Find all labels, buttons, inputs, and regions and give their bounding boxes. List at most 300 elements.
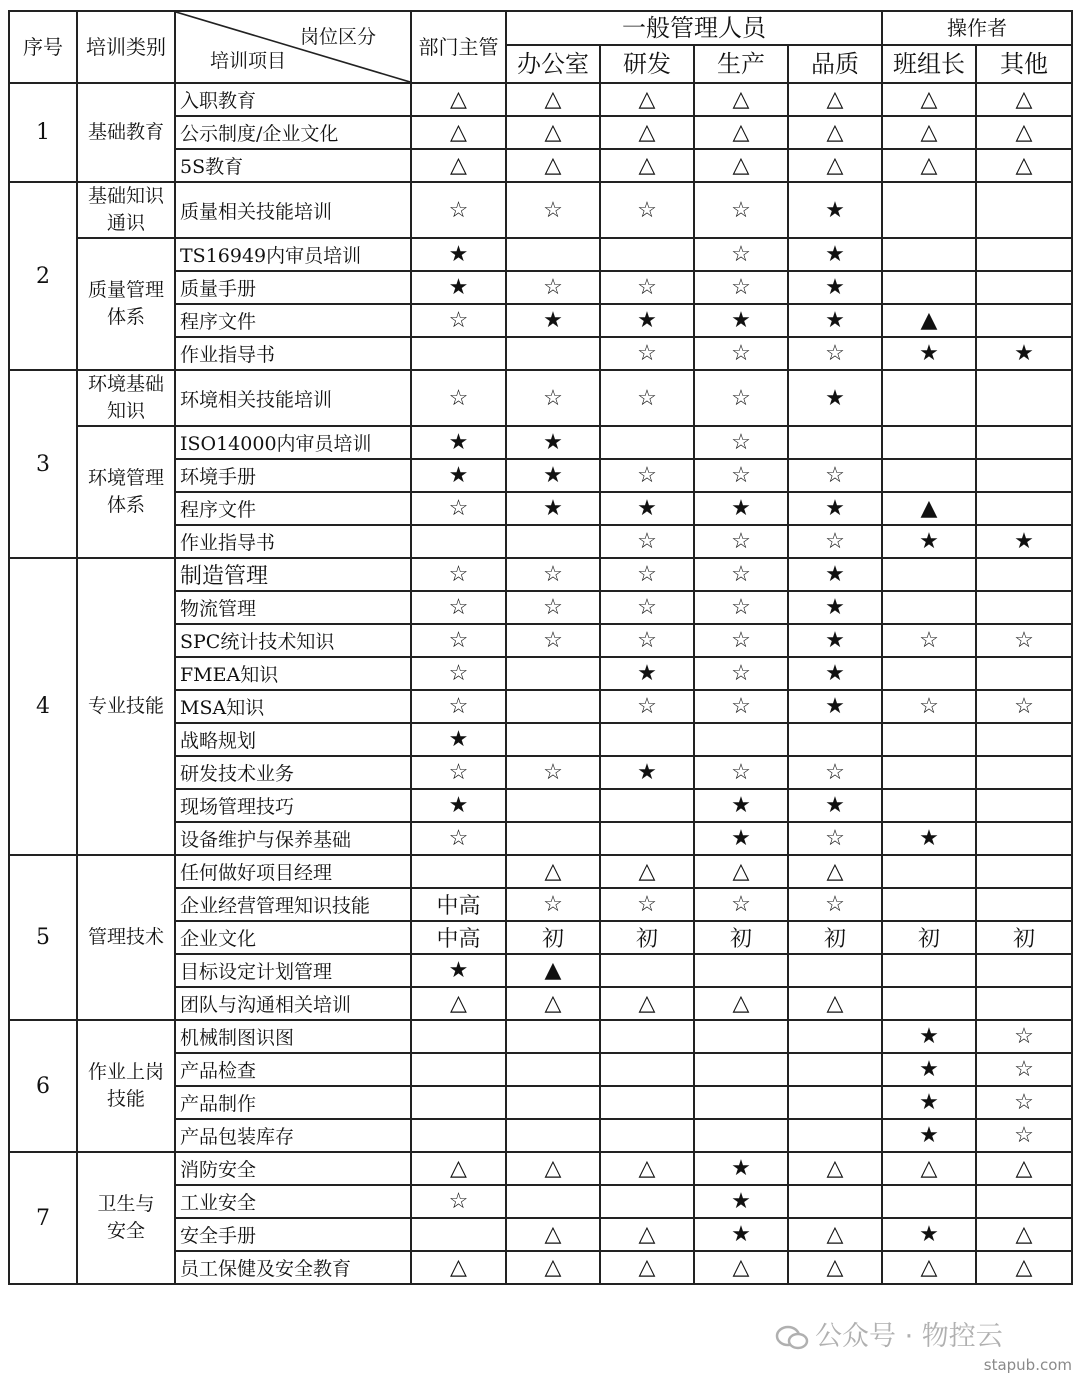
mark-cell xyxy=(976,789,1072,822)
mark-cell: △ xyxy=(694,149,788,182)
mark-cell xyxy=(600,1119,694,1152)
mark-cell xyxy=(976,756,1072,789)
category-cell: 环境管理 体系 xyxy=(77,426,175,558)
mark-cell xyxy=(788,1119,882,1152)
mark-cell: ★ xyxy=(788,690,882,723)
training-item: 作业指导书 xyxy=(175,337,411,370)
training-item: 任何做好项目经理 xyxy=(175,855,411,888)
mark-cell: ☆ xyxy=(976,1053,1072,1086)
mark-cell xyxy=(976,182,1072,238)
mark-cell: ★ xyxy=(788,789,882,822)
mark-cell: ★ xyxy=(506,426,600,459)
mark-cell: △ xyxy=(411,1251,506,1284)
mark-cell: 初 xyxy=(506,921,600,954)
mark-cell: ☆ xyxy=(506,558,600,591)
mark-cell: ★ xyxy=(882,1020,976,1053)
table-row xyxy=(9,238,1072,271)
mark-cell xyxy=(882,855,976,888)
section-index: 4 xyxy=(9,558,77,855)
mark-cell xyxy=(976,987,1072,1020)
header-diagonal-cell xyxy=(175,11,411,83)
mark-cell: ☆ xyxy=(506,756,600,789)
mark-cell: △ xyxy=(600,987,694,1020)
mark-cell xyxy=(976,370,1072,426)
mark-cell: ★ xyxy=(882,1086,976,1119)
mark-cell xyxy=(976,558,1072,591)
mark-cell: △ xyxy=(788,116,882,149)
mark-cell xyxy=(600,1086,694,1119)
mark-cell: ★ xyxy=(411,459,506,492)
section-index: 3 xyxy=(9,370,77,558)
mark-cell: ☆ xyxy=(600,558,694,591)
table-row xyxy=(9,1152,1072,1185)
mark-cell xyxy=(882,888,976,921)
mark-cell: ☆ xyxy=(788,888,882,921)
mark-cell: ☆ xyxy=(694,657,788,690)
category-cell: 质量管理 体系 xyxy=(77,238,175,370)
mark-cell: △ xyxy=(506,987,600,1020)
source-label: stapub.com xyxy=(983,1356,1072,1374)
mark-cell: ☆ xyxy=(694,591,788,624)
mark-cell: ☆ xyxy=(788,337,882,370)
mark-cell xyxy=(882,723,976,756)
training-item: 产品检查 xyxy=(175,1053,411,1086)
mark-cell xyxy=(506,1053,600,1086)
mark-cell xyxy=(506,525,600,558)
mark-cell: △ xyxy=(976,116,1072,149)
mark-cell xyxy=(788,1086,882,1119)
mark-cell: ☆ xyxy=(976,690,1072,723)
training-item: MSA知识 xyxy=(175,690,411,723)
category-cell: 基础知识 通识 xyxy=(77,182,175,238)
mark-cell: △ xyxy=(506,855,600,888)
mark-cell: ☆ xyxy=(788,756,882,789)
mark-cell: ☆ xyxy=(694,888,788,921)
mark-cell: ★ xyxy=(694,789,788,822)
mark-cell: ★ xyxy=(506,459,600,492)
mark-cell: ☆ xyxy=(411,182,506,238)
mark-cell: ☆ xyxy=(600,459,694,492)
training-item: 工业安全 xyxy=(175,1185,411,1218)
mark-cell: ★ xyxy=(882,822,976,855)
mark-cell xyxy=(600,723,694,756)
section-index: 5 xyxy=(9,855,77,1020)
header-role-team-leader: 班组长 xyxy=(882,45,976,83)
mark-cell xyxy=(694,1086,788,1119)
mark-cell xyxy=(976,657,1072,690)
mark-cell xyxy=(600,954,694,987)
mark-cell xyxy=(976,954,1072,987)
mark-cell xyxy=(976,271,1072,304)
mark-cell: ☆ xyxy=(506,271,600,304)
mark-cell xyxy=(788,723,882,756)
mark-cell: ★ xyxy=(788,182,882,238)
training-item: 环境相关技能培训 xyxy=(175,370,411,426)
mark-cell xyxy=(882,789,976,822)
mark-cell: ☆ xyxy=(694,624,788,657)
mark-cell: ☆ xyxy=(600,337,694,370)
mark-cell: ★ xyxy=(600,492,694,525)
mark-cell xyxy=(882,1185,976,1218)
mark-cell xyxy=(411,337,506,370)
training-item: TS16949内审员培训 xyxy=(175,238,411,271)
mark-cell: △ xyxy=(976,1251,1072,1284)
mark-cell xyxy=(694,954,788,987)
mark-cell xyxy=(882,591,976,624)
mark-cell: ☆ xyxy=(694,558,788,591)
training-item: 产品制作 xyxy=(175,1086,411,1119)
mark-cell: ★ xyxy=(506,304,600,337)
mark-cell: ☆ xyxy=(506,624,600,657)
training-item: 质量手册 xyxy=(175,271,411,304)
mark-cell: △ xyxy=(600,116,694,149)
mark-cell xyxy=(788,426,882,459)
mark-cell: ☆ xyxy=(976,1119,1072,1152)
header-operator: 操作者 xyxy=(882,11,1072,45)
mark-cell xyxy=(882,987,976,1020)
mark-cell xyxy=(600,1053,694,1086)
table-row xyxy=(9,558,1072,591)
mark-cell: ★ xyxy=(694,822,788,855)
mark-cell: △ xyxy=(694,855,788,888)
mark-cell: ★ xyxy=(600,756,694,789)
header-index: 序号 xyxy=(9,11,77,83)
mark-cell: △ xyxy=(694,83,788,116)
training-item: 目标设定计划管理 xyxy=(175,954,411,987)
header-role-office: 办公室 xyxy=(506,45,600,83)
mark-cell: ★ xyxy=(694,1152,788,1185)
mark-cell: 初 xyxy=(882,921,976,954)
mark-cell xyxy=(694,1119,788,1152)
mark-cell: ☆ xyxy=(411,624,506,657)
mark-cell: ☆ xyxy=(694,426,788,459)
mark-cell: ★ xyxy=(788,591,882,624)
mark-cell: △ xyxy=(411,987,506,1020)
mark-cell: △ xyxy=(976,83,1072,116)
mark-cell: △ xyxy=(788,83,882,116)
mark-cell: ★ xyxy=(882,337,976,370)
mark-cell: ★ xyxy=(788,271,882,304)
mark-cell: △ xyxy=(694,116,788,149)
mark-cell xyxy=(976,591,1072,624)
mark-cell: ☆ xyxy=(411,690,506,723)
mark-cell xyxy=(882,756,976,789)
mark-cell: 中高 xyxy=(411,888,506,921)
mark-cell xyxy=(411,1053,506,1086)
mark-cell: △ xyxy=(600,149,694,182)
mark-cell xyxy=(976,492,1072,525)
category-cell: 环境基础 知识 xyxy=(77,370,175,426)
mark-cell xyxy=(788,1020,882,1053)
mark-cell xyxy=(506,822,600,855)
mark-cell: ★ xyxy=(411,238,506,271)
mark-cell xyxy=(411,525,506,558)
mark-cell xyxy=(694,723,788,756)
mark-cell xyxy=(506,1185,600,1218)
mark-cell: ☆ xyxy=(411,492,506,525)
mark-cell xyxy=(600,1185,694,1218)
mark-cell: △ xyxy=(411,83,506,116)
mark-cell: ☆ xyxy=(600,690,694,723)
category-cell: 管理技术 xyxy=(77,855,175,1020)
mark-cell: ☆ xyxy=(600,888,694,921)
mark-cell: ☆ xyxy=(411,591,506,624)
mark-cell xyxy=(600,1020,694,1053)
mark-cell: ☆ xyxy=(411,657,506,690)
mark-cell: △ xyxy=(882,83,976,116)
training-item: 现场管理技巧 xyxy=(175,789,411,822)
mark-cell: △ xyxy=(600,83,694,116)
mark-cell: ★ xyxy=(411,271,506,304)
training-item: 研发技术业务 xyxy=(175,756,411,789)
mark-cell xyxy=(411,1218,506,1251)
mark-cell: △ xyxy=(882,1251,976,1284)
mark-cell xyxy=(882,370,976,426)
mark-cell: ☆ xyxy=(411,370,506,426)
mark-cell xyxy=(976,1185,1072,1218)
mark-cell: ★ xyxy=(976,525,1072,558)
mark-cell xyxy=(506,690,600,723)
category-cell: 卫生与 安全 xyxy=(77,1152,175,1284)
mark-cell: ☆ xyxy=(600,370,694,426)
mark-cell: △ xyxy=(694,1251,788,1284)
section-index: 6 xyxy=(9,1020,77,1152)
mark-cell xyxy=(976,459,1072,492)
mark-cell xyxy=(694,1053,788,1086)
mark-cell: △ xyxy=(506,149,600,182)
mark-cell: ☆ xyxy=(411,756,506,789)
mark-cell: ▲ xyxy=(506,954,600,987)
mark-cell xyxy=(976,855,1072,888)
mark-cell xyxy=(411,1086,506,1119)
table-body xyxy=(9,83,1072,1284)
training-item: 团队与沟通相关培训 xyxy=(175,987,411,1020)
mark-cell: △ xyxy=(506,116,600,149)
mark-cell: ★ xyxy=(788,492,882,525)
mark-cell: ☆ xyxy=(694,182,788,238)
mark-cell: ★ xyxy=(882,1119,976,1152)
mark-cell xyxy=(694,1020,788,1053)
mark-cell xyxy=(411,855,506,888)
training-item: 员工保健及安全教育 xyxy=(175,1251,411,1284)
mark-cell xyxy=(788,954,882,987)
mark-cell xyxy=(411,1119,506,1152)
mark-cell: ▲ xyxy=(882,492,976,525)
mark-cell xyxy=(788,1185,882,1218)
training-item: 企业文化 xyxy=(175,921,411,954)
mark-cell xyxy=(882,459,976,492)
mark-cell: △ xyxy=(600,1152,694,1185)
training-item: 程序文件 xyxy=(175,304,411,337)
mark-cell: ★ xyxy=(694,1185,788,1218)
training-item: 质量相关技能培训 xyxy=(175,182,411,238)
mark-cell: ★ xyxy=(788,304,882,337)
mark-cell: △ xyxy=(411,149,506,182)
mark-cell: ☆ xyxy=(694,756,788,789)
mark-cell: ☆ xyxy=(600,271,694,304)
table-row xyxy=(9,855,1072,888)
mark-cell xyxy=(882,182,976,238)
training-item: 入职教育 xyxy=(175,83,411,116)
mark-cell: ▲ xyxy=(882,304,976,337)
table-row xyxy=(9,83,1072,116)
mark-cell: ★ xyxy=(788,624,882,657)
mark-cell xyxy=(882,657,976,690)
mark-cell: ☆ xyxy=(506,370,600,426)
mark-cell xyxy=(976,304,1072,337)
mark-cell: △ xyxy=(882,1152,976,1185)
mark-cell xyxy=(882,426,976,459)
mark-cell: △ xyxy=(694,987,788,1020)
mark-cell xyxy=(882,238,976,271)
mark-cell xyxy=(976,426,1072,459)
mark-cell xyxy=(506,789,600,822)
table-row xyxy=(9,426,1072,459)
mark-cell: ★ xyxy=(506,492,600,525)
mark-cell: △ xyxy=(976,1218,1072,1251)
table-row xyxy=(9,370,1072,426)
mark-cell xyxy=(976,723,1072,756)
mark-cell: ☆ xyxy=(788,459,882,492)
mark-cell xyxy=(976,888,1072,921)
mark-cell: △ xyxy=(788,987,882,1020)
mark-cell: △ xyxy=(788,1251,882,1284)
mark-cell: ★ xyxy=(882,1218,976,1251)
training-item: 产品包装库存 xyxy=(175,1119,411,1152)
mark-cell xyxy=(882,271,976,304)
mark-cell: 中高 xyxy=(411,921,506,954)
training-item: 物流管理 xyxy=(175,591,411,624)
mark-cell: ☆ xyxy=(411,558,506,591)
mark-cell: ★ xyxy=(411,723,506,756)
mark-cell: ★ xyxy=(411,954,506,987)
mark-cell xyxy=(506,1119,600,1152)
category-cell: 作业上岗 技能 xyxy=(77,1020,175,1152)
mark-cell xyxy=(600,238,694,271)
mark-cell xyxy=(882,558,976,591)
mark-cell xyxy=(506,723,600,756)
mark-cell: 初 xyxy=(694,921,788,954)
training-item: 设备维护与保养基础 xyxy=(175,822,411,855)
mark-cell: △ xyxy=(506,83,600,116)
mark-cell: ★ xyxy=(411,426,506,459)
mark-cell: ☆ xyxy=(976,1086,1072,1119)
mark-cell: ★ xyxy=(411,789,506,822)
mark-cell: ☆ xyxy=(788,822,882,855)
mark-cell: ☆ xyxy=(600,591,694,624)
mark-cell: △ xyxy=(411,116,506,149)
training-item: SPC统计技术知识 xyxy=(175,624,411,657)
mark-cell xyxy=(506,657,600,690)
category-cell: 专业技能 xyxy=(77,558,175,855)
mark-cell: ☆ xyxy=(694,525,788,558)
category-cell: 基础教育 xyxy=(77,83,175,182)
mark-cell xyxy=(600,426,694,459)
mark-cell: ★ xyxy=(882,1053,976,1086)
mark-cell xyxy=(506,1020,600,1053)
table-row xyxy=(9,1020,1072,1053)
mark-cell xyxy=(411,1020,506,1053)
header-role-quality: 品质 xyxy=(788,45,882,83)
mark-cell xyxy=(600,822,694,855)
training-item: 环境手册 xyxy=(175,459,411,492)
mark-cell xyxy=(976,238,1072,271)
mark-cell: ☆ xyxy=(694,370,788,426)
mark-cell: ☆ xyxy=(506,888,600,921)
mark-cell: △ xyxy=(976,1152,1072,1185)
header-role-other: 其他 xyxy=(976,45,1072,83)
header-role-rnd: 研发 xyxy=(600,45,694,83)
watermark xyxy=(775,1314,1003,1353)
training-item: 战略规划 xyxy=(175,723,411,756)
training-item: 公示制度/企业文化 xyxy=(175,116,411,149)
mark-cell: ★ xyxy=(976,337,1072,370)
mark-cell: 初 xyxy=(976,921,1072,954)
mark-cell: △ xyxy=(600,1251,694,1284)
mark-cell: ☆ xyxy=(600,624,694,657)
mark-cell: ★ xyxy=(788,370,882,426)
mark-cell: ☆ xyxy=(694,337,788,370)
header-dept-head: 部门主管 xyxy=(411,11,506,83)
mark-cell: △ xyxy=(506,1152,600,1185)
mark-cell: △ xyxy=(788,1218,882,1251)
mark-cell: ☆ xyxy=(411,304,506,337)
mark-cell: △ xyxy=(600,855,694,888)
mark-cell: ☆ xyxy=(600,525,694,558)
header-category: 培训类别 xyxy=(77,11,175,83)
mark-cell: △ xyxy=(600,1218,694,1251)
header-role-production: 生产 xyxy=(694,45,788,83)
mark-cell: ★ xyxy=(788,657,882,690)
training-item: 安全手册 xyxy=(175,1218,411,1251)
mark-cell: △ xyxy=(788,855,882,888)
mark-cell: △ xyxy=(506,1218,600,1251)
mark-cell xyxy=(788,1053,882,1086)
mark-cell: ☆ xyxy=(600,182,694,238)
mark-cell: ☆ xyxy=(976,1020,1072,1053)
mark-cell: △ xyxy=(411,1152,506,1185)
mark-cell: ★ xyxy=(600,304,694,337)
header-training-item-label: 培训项目 xyxy=(210,50,287,72)
mark-cell: △ xyxy=(788,1152,882,1185)
training-item: 程序文件 xyxy=(175,492,411,525)
mark-cell: ☆ xyxy=(506,182,600,238)
mark-cell: ☆ xyxy=(694,459,788,492)
header-general-staff: 一般管理人员 xyxy=(506,11,882,45)
mark-cell xyxy=(506,238,600,271)
mark-cell: ★ xyxy=(882,525,976,558)
mark-cell: ☆ xyxy=(506,591,600,624)
mark-cell: ★ xyxy=(694,492,788,525)
mark-cell xyxy=(976,822,1072,855)
training-item: 机械制图识图 xyxy=(175,1020,411,1053)
mark-cell xyxy=(506,337,600,370)
mark-cell: ☆ xyxy=(411,822,506,855)
training-item: 企业经营管理知识技能 xyxy=(175,888,411,921)
table-row xyxy=(9,182,1072,238)
mark-cell xyxy=(506,1086,600,1119)
mark-cell xyxy=(600,789,694,822)
mark-cell: △ xyxy=(506,1251,600,1284)
mark-cell: △ xyxy=(976,149,1072,182)
mark-cell: ★ xyxy=(694,1218,788,1251)
training-item: 消防安全 xyxy=(175,1152,411,1185)
mark-cell: ☆ xyxy=(694,271,788,304)
header-position-label: 岗位区分 xyxy=(299,26,376,48)
training-item: 制造管理 xyxy=(175,558,411,591)
mark-cell: ☆ xyxy=(882,690,976,723)
section-index: 2 xyxy=(9,182,77,370)
